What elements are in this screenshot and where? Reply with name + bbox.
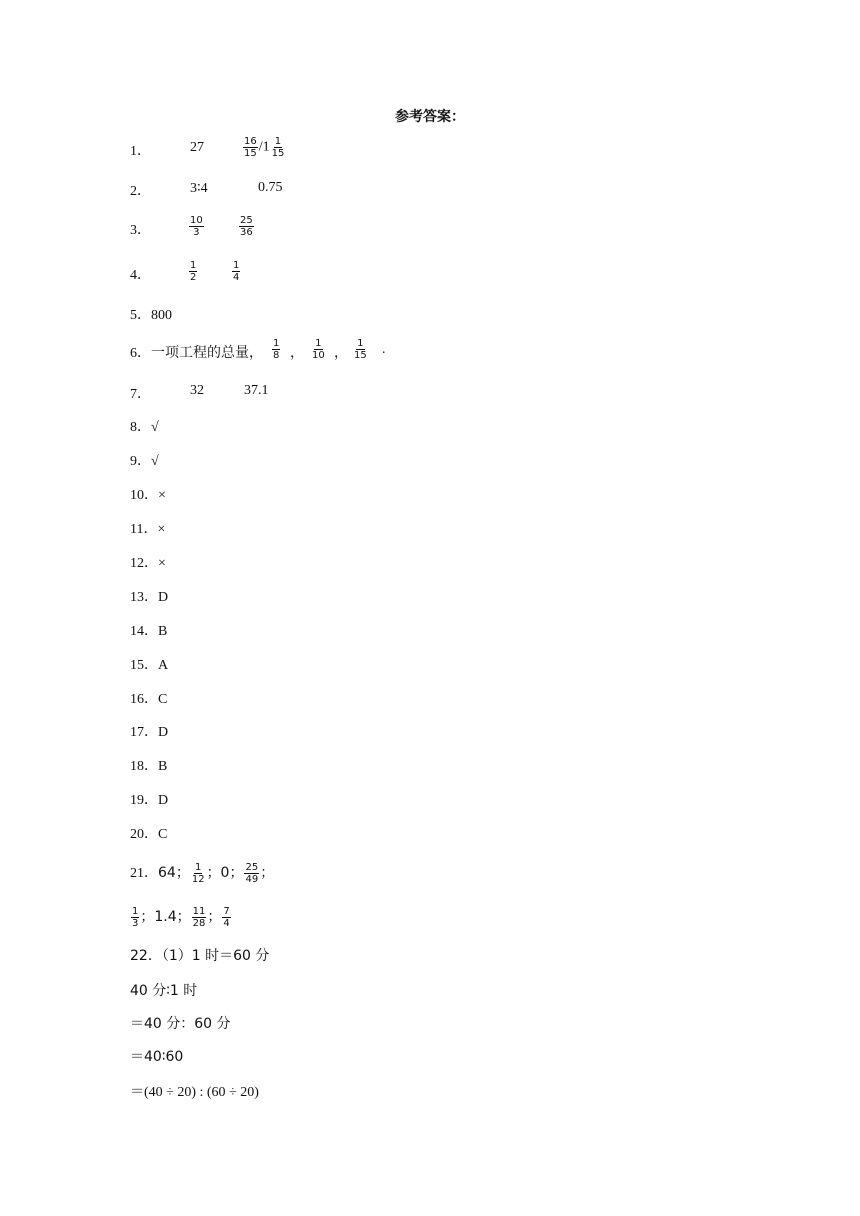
answer-19 [130,789,168,809]
answer-22-line-4: ＝40∶60 [130,1049,184,1065]
answer-10 [130,484,166,504]
denominator: 10 [312,350,325,361]
answer-15 [130,654,168,674]
numerator: 1 [315,338,322,349]
fraction [238,215,255,238]
answer-22-line-2: 40 分∶1 时 [130,983,198,999]
denominator: 28 [192,918,206,930]
answer-1 [130,136,285,160]
separator: ， [290,345,304,361]
numerator: 11 [192,906,206,918]
answer-18 [130,755,167,775]
numerator: 16 [244,136,257,147]
numerator: 7 [223,906,230,918]
denominator: 49 [245,874,259,886]
answer-value: D [158,725,169,740]
denominator: 8 [273,350,280,361]
denominator: 2 [190,272,197,283]
answer-value: A [158,658,169,673]
answer-12 [130,552,166,572]
item-number: 12． [130,556,158,571]
item-number: 17． [130,725,158,740]
item-number: 7． [130,387,151,402]
answer-17 [130,721,168,741]
numerator: 25 [245,862,259,874]
answer-20 [130,823,167,843]
answer-text: ； [207,909,222,925]
item-number: 2． [130,184,151,199]
item-number: 14． [130,624,158,639]
item-number: 1． [130,144,151,159]
answer-value: D [158,793,169,808]
answer-2 [130,180,283,200]
numerator: 1 [357,338,364,349]
answer-3 [130,215,253,239]
answer-13 [130,586,168,606]
numerator: 1 [132,906,139,918]
numerator: 1 [195,862,202,874]
period: . [382,342,386,357]
fraction [188,215,205,238]
numerator: 10 [190,215,203,226]
denominator: 12 [191,874,205,886]
answer-21 [130,862,275,886]
answer-fraction-group [242,136,286,159]
separator: /1 [258,139,270,155]
denominator: 4 [233,272,240,283]
denominator: 3 [193,227,200,238]
answer-value: √ [151,454,159,469]
answer-text: ； [260,865,275,881]
numerator: 25 [240,215,253,226]
fraction [231,260,241,283]
answer-value: × [158,556,166,571]
answer-value: 3∶4 [190,181,208,196]
answer-value: B [158,759,168,774]
answer-22-line-1: 22．（1）1 时＝60 分 [130,948,270,964]
answer-text: ；1.4； [140,909,191,925]
denominator: 3 [132,918,139,930]
answer-8 [130,416,159,436]
item-number: 3． [130,223,151,238]
answer-6 [130,338,386,362]
answer-value: 800 [151,308,172,323]
fraction [271,338,281,361]
answer-5 [130,304,172,324]
item-number: 18． [130,759,158,774]
item-number: 20． [130,827,158,842]
numerator: 1 [233,260,240,271]
denominator: 4 [223,918,230,930]
item-number: 8． [130,420,151,435]
answer-14 [130,620,167,640]
numerator: 1 [190,260,197,271]
item-number: 16． [130,692,158,707]
denominator: 15 [354,350,367,361]
item-number: 15． [130,658,158,673]
answer-text: ；0； [206,865,244,881]
answer-value: × [157,522,166,537]
answer-value: 0.75 [258,180,283,195]
item-number: 5． [130,308,151,323]
denominator: 36 [240,227,253,238]
fraction [310,338,327,361]
separator: ， [334,345,348,361]
item-number: 19． [130,793,158,808]
item-number: 6． [130,346,151,361]
denominator: 15 [244,148,257,159]
answer-text: 64； [158,865,190,881]
fraction [131,906,139,929]
item-number: 9． [130,454,151,469]
item-number: 11． [130,522,158,537]
answer-value: 37.1 [244,383,269,398]
fraction [188,260,198,283]
fraction [271,136,286,159]
item-number: 10． [130,488,158,503]
item-number: 4． [130,268,151,283]
item-number: 13． [130,590,158,605]
answer-value: 32 [190,383,204,398]
answer-value: 27 [190,140,204,155]
answer-value: B [158,624,168,639]
fraction [192,906,207,929]
fraction [222,906,230,929]
answer-7 [130,383,269,403]
item-number: 21． [130,866,158,881]
answer-16 [130,688,167,708]
numerator: 1 [273,338,280,349]
answer-9 [130,450,159,470]
page-title: 参考答案： [395,109,465,125]
answer-value: D [158,590,169,605]
denominator: 15 [271,148,285,159]
answer-22-line-5: ＝(40 ÷ 20) : (60 ÷ 20) [130,1085,259,1100]
answer-value: C [158,692,168,707]
answer-value: C [158,827,168,842]
answer-4 [130,260,240,284]
answer-11 [130,518,165,538]
answer-value: × [158,488,166,503]
numerator: 1 [274,136,282,147]
fraction [352,338,369,361]
fraction [243,136,258,159]
fraction [244,862,259,885]
fraction [191,862,206,885]
answer-22-line-3: ＝40 分：60 分 [130,1016,231,1032]
answer-21-line-2 [130,906,232,930]
answer-value: √ [151,420,159,435]
answer-text: 一项工程的总量， [151,345,263,361]
